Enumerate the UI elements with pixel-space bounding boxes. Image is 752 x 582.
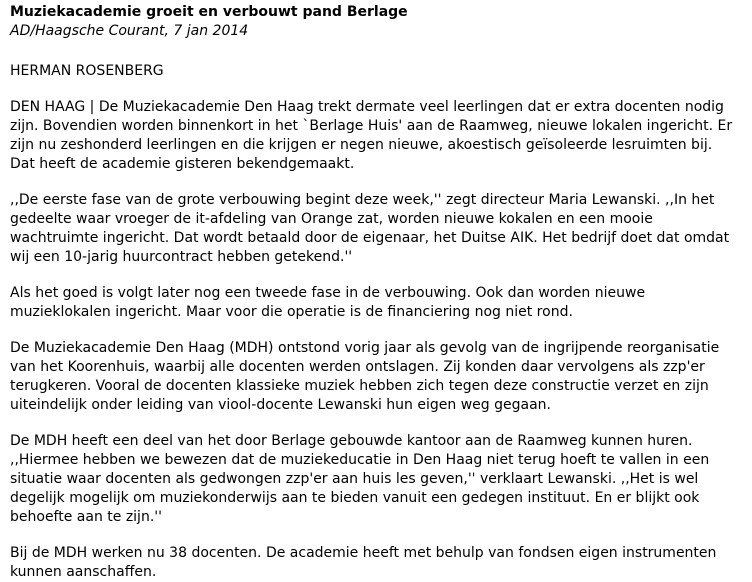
article-paragraph: De MDH heeft een deel van het door Berlage gebouwde kantoor aan de Raamweg kunnen huren. ,,Hiermee hebben we bewezen dat de muziekeducatie in Den Haag niet terug hoeft te vallen in een situatie waar docenten als gedwongen zzp'er aan huis les geven,'' verklaart Lewanski. ,,Het is wel degelijk mogelijk om muziekonderwijs aan te bieden vanuit een gedegen instituut. En er blijkt ook behoefte aan te zijn.'' bbox=[10, 433, 710, 525]
article-paragraph: Bij de MDH werken nu 38 docenten. De academie heeft met behulp van fondsen eigen instrumenten kunnen aanschaffen. bbox=[10, 545, 717, 580]
article-paragraph: Als het goed is volgt later nog een tweede fase in de verbouwing. Ook dan worden nieuwe muzieklokalen ingericht. Maar voor die operatie is de financiering nog niet rond. bbox=[10, 285, 646, 320]
article-paragraph: DEN HAAG | De Muziekacademie Den Haag trekt dermate veel leerlingen dat er extra docenten nodig zijn. Bovendien worden binnenkort in het `Berlage Huis' aan de Raamweg, nieuwe lokalen ingericht. Er zijn nu zeshonderd leerlingen en die krijgen er negen nieuwe, akoestisch geïsoleerde lesruimten bij. Dat heeft de academie gisteren bekendgemaakt. bbox=[10, 99, 733, 172]
article-source: AD/Haagsche Courant, 7 jan 2014 bbox=[10, 23, 249, 39]
article-paragraph: De Muziekacademie Den Haag (MDH) ontstond vorig jaar als gevolg van de ingrijpende reorganisatie van het Koorenhuis, waarbij alle docenten werden ontslagen. Zij konden daar vervolgens als zzp'er terugkeren. Vooral de docenten klassieke muziek hebben zich tegen deze constructie verzet en zijn uiteindelijk onder leiding van viool-docente Lewanski hun eigen weg gegaan. bbox=[10, 340, 720, 413]
article-author: HERMAN ROSENBERG bbox=[10, 63, 164, 79]
article-paragraph: ,,De eerste fase van de grote verbouwing begint deze week,'' zegt directeur Maria Lewanski. ,,In het gedeelte waar vroeger de it-afdeling van Orange zat, worden nieuwe kokalen en een mooie wachtruimte ingericht. Dat wordt betaald door de eigenaar, het Duitse AIK. Het bedrijf doet dat omdat wij een 10-jarig huurcontract hebben getekend.'' bbox=[10, 192, 730, 265]
article-headline: Muziekacademie groeit en verbouwt pand Berlage bbox=[10, 4, 408, 20]
